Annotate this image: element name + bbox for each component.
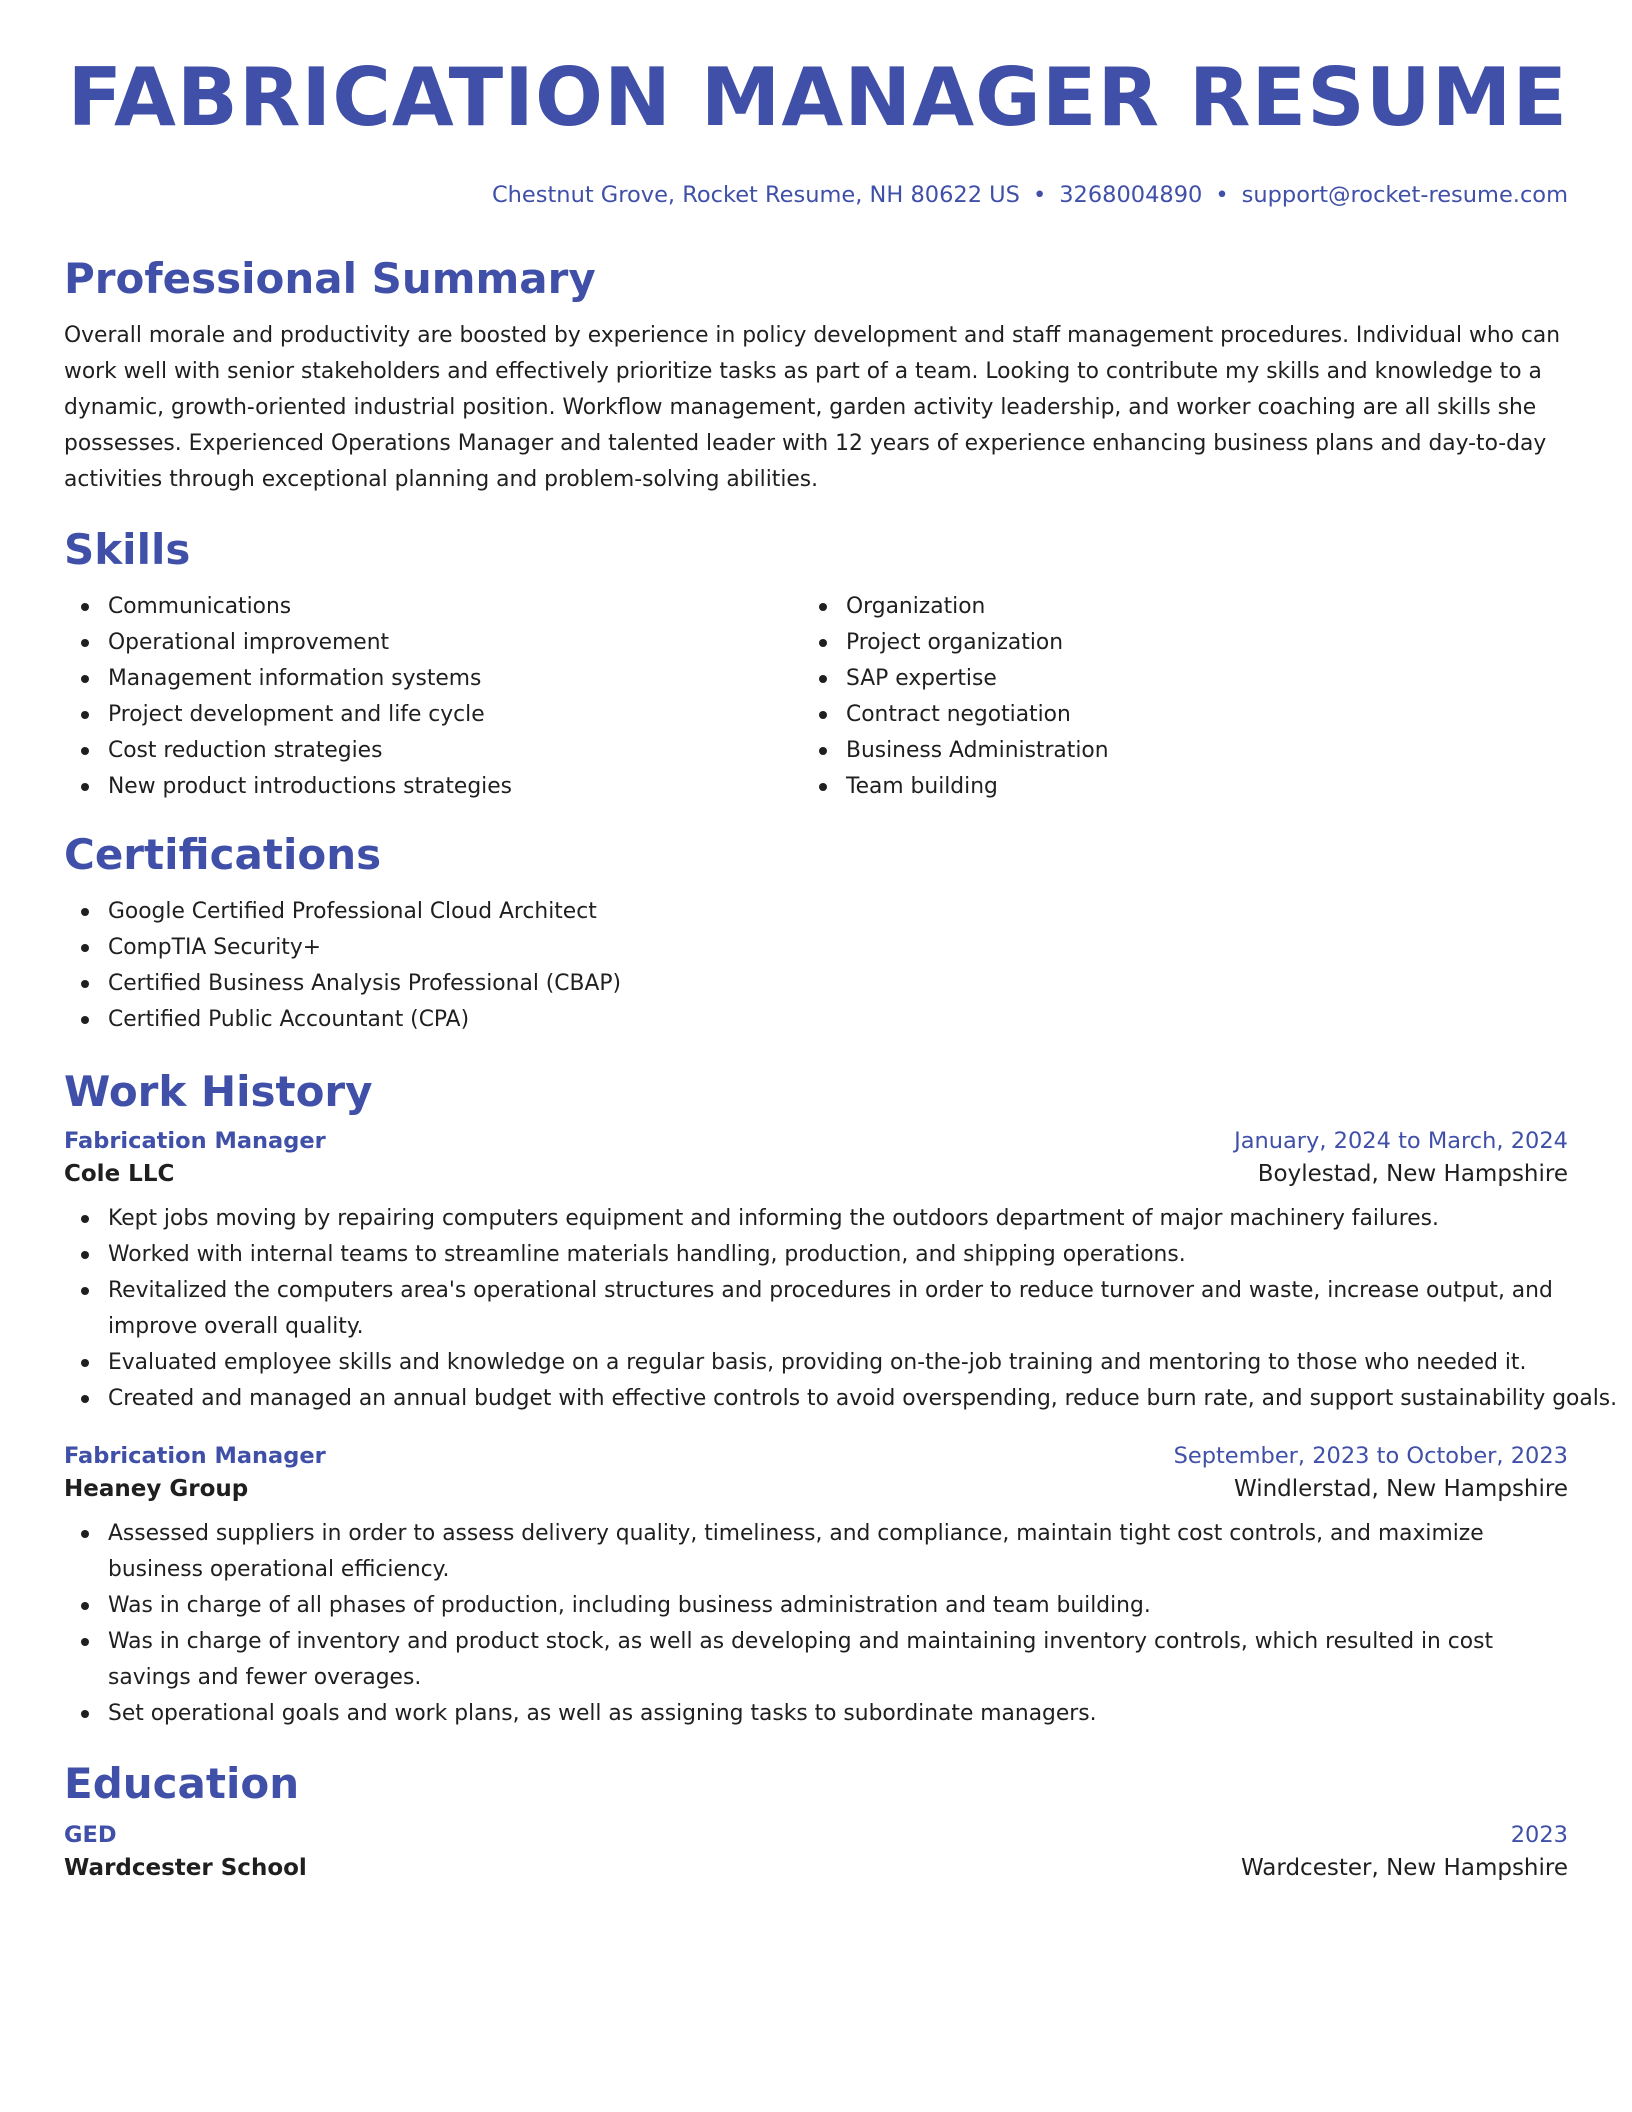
contact-separator: • <box>1215 182 1229 208</box>
job-entry <box>64 1128 1618 1417</box>
bullet-icon <box>819 675 827 683</box>
skill-item: Communications <box>64 589 802 625</box>
work-history-section <box>64 1066 1618 1732</box>
skill-item: Business Administration <box>802 733 1540 769</box>
education-section <box>64 1758 1568 1881</box>
job-bullets <box>64 1516 1568 1732</box>
bullet-icon <box>81 747 89 755</box>
section-title-summary: Professional Summary <box>64 254 596 303</box>
certification-item: Google Certified Professional Cloud Architect <box>64 894 1568 930</box>
skills-columns <box>64 589 1568 805</box>
bullet-icon <box>81 675 89 683</box>
bullet-icon <box>81 603 89 611</box>
skill-item: Operational improvement <box>64 625 802 661</box>
education-degree: GED <box>64 1822 117 1848</box>
job-location: Windlerstad, New Hampshire <box>1233 1476 1568 1502</box>
bullet-icon <box>81 639 89 647</box>
contact-phone: 3268004890 <box>1059 182 1203 208</box>
job-entry <box>64 1443 1568 1732</box>
contact-email: support@rocket-resume.com <box>1241 182 1568 208</box>
bullet-icon <box>81 1530 89 1538</box>
contact-address: Chestnut Grove, Rocket Resume, NH 80622 US <box>491 182 1020 208</box>
bullet-icon <box>81 783 89 791</box>
skill-item: Organization <box>802 589 1540 625</box>
skill-item: Project organization <box>802 625 1540 661</box>
job-bullet: Evaluated employee skills and knowledge on a regular basis, providing on-the-job training and mentoring to those who needed it. <box>64 1345 1568 1381</box>
education-location: Wardcester, New Hampshire <box>1241 1855 1568 1881</box>
bullet-icon <box>819 639 827 647</box>
summary-section <box>64 253 1568 498</box>
skill-item: Cost reduction strategies <box>64 733 802 769</box>
job-bullet: Created and managed an annual budget with effective controls to avoid overspending, reduce burn rate, and support sustainability goals. <box>64 1381 1568 1417</box>
certification-item: CompTIA Security+ <box>64 930 1568 966</box>
skill-item: Team building <box>802 769 1540 805</box>
education-year: 2023 <box>1510 1822 1568 1848</box>
section-title-work-history: Work History <box>64 1067 373 1116</box>
bullet-icon <box>81 1710 89 1718</box>
job-bullet: Revitalized the computers area's operational structures and procedures in order to reduce turnover and waste, increase output, and improve overall quality. <box>64 1273 1568 1345</box>
bullet-icon <box>81 1395 89 1403</box>
certification-item: Certified Business Analysis Professional (CBAP) <box>64 966 1568 1002</box>
certifications-section <box>64 829 1568 1038</box>
education-school: Wardcester School <box>64 1855 307 1881</box>
resume-title: FABRICATION MANAGER RESUME <box>67 51 1568 144</box>
job-employer: Heaney Group <box>64 1476 249 1502</box>
contact-line <box>64 182 1568 212</box>
section-title-education: Education <box>64 1759 300 1808</box>
job-bullet: Assessed suppliers in order to assess delivery quality, timeliness, and compliance, maintain tight cost controls, and maximize business operational efficiency. <box>64 1516 1568 1588</box>
bullet-icon <box>81 711 89 719</box>
bullet-icon <box>819 711 827 719</box>
bullet-icon <box>81 1638 89 1646</box>
education-entry <box>64 1822 1568 1881</box>
bullet-icon <box>819 603 827 611</box>
skill-item: SAP expertise <box>802 661 1540 697</box>
job-bullet: Worked with internal teams to streamline materials handling, production, and shipping operations. <box>64 1237 1568 1273</box>
bullet-icon <box>819 783 827 791</box>
bullet-icon <box>81 944 89 952</box>
job-employer: Cole LLC <box>64 1161 175 1187</box>
job-bullet: Was in charge of inventory and product stock, as well as developing and maintaining inventory controls, which resulted in cost savings and fewer overages. <box>64 1624 1568 1696</box>
bullet-icon <box>81 908 89 916</box>
bullet-icon <box>81 1215 89 1223</box>
skill-item: Project development and life cycle <box>64 697 802 733</box>
job-location: Boylestad, New Hampshire <box>1257 1161 1568 1187</box>
bullet-icon <box>81 1016 89 1024</box>
bullet-icon <box>819 747 827 755</box>
job-dates: January, 2024 to March, 2024 <box>1234 1128 1568 1154</box>
bullet-icon <box>81 1359 89 1367</box>
job-title: Fabrication Manager <box>64 1128 326 1154</box>
job-bullet: Was in charge of all phases of production, including business administration and team building. <box>64 1588 1568 1624</box>
skill-item: New product introductions strategies <box>64 769 802 805</box>
job-bullet: Kept jobs moving by repairing computers equipment and informing the outdoors department of major machinery failures. <box>64 1201 1568 1237</box>
skill-item: Contract negotiation <box>802 697 1540 733</box>
bullet-icon <box>81 1287 89 1295</box>
section-title-skills: Skills <box>64 525 191 574</box>
skills-section <box>64 524 1568 805</box>
job-dates: September, 2023 to October, 2023 <box>1173 1443 1568 1469</box>
skill-item: Management information systems <box>64 661 802 697</box>
skills-column-left <box>64 589 802 805</box>
job-title: Fabrication Manager <box>64 1443 326 1469</box>
job-bullets <box>64 1201 1618 1417</box>
bullet-icon <box>81 980 89 988</box>
skills-column-right <box>802 589 1540 805</box>
bullet-icon <box>81 1251 89 1259</box>
section-title-certifications: Certifications <box>64 830 382 879</box>
certification-item: Certified Public Accountant (CPA) <box>64 1002 1568 1038</box>
certifications-list <box>64 894 1568 1038</box>
summary-text: Overall morale and productivity are boosted by experience in policy development and staff management procedures. Individual who can work well with senior stakeholders and effectively prioritize tasks as part of a team. Looking to contribute my skills and knowledge to a dynamic, growth-oriented industrial position. Workflow management, garden activity leadership, and worker coaching are all skills she possesses. Experienced Operations Manager and talented leader with 12 years of experience enhancing business plans and day-to-day activities through exceptional planning and problem-solving abilities. <box>64 323 1561 492</box>
contact-separator: • <box>1032 182 1047 208</box>
job-bullet: Set operational goals and work plans, as well as assigning tasks to subordinate managers. <box>64 1696 1568 1732</box>
bullet-icon <box>81 1602 89 1610</box>
